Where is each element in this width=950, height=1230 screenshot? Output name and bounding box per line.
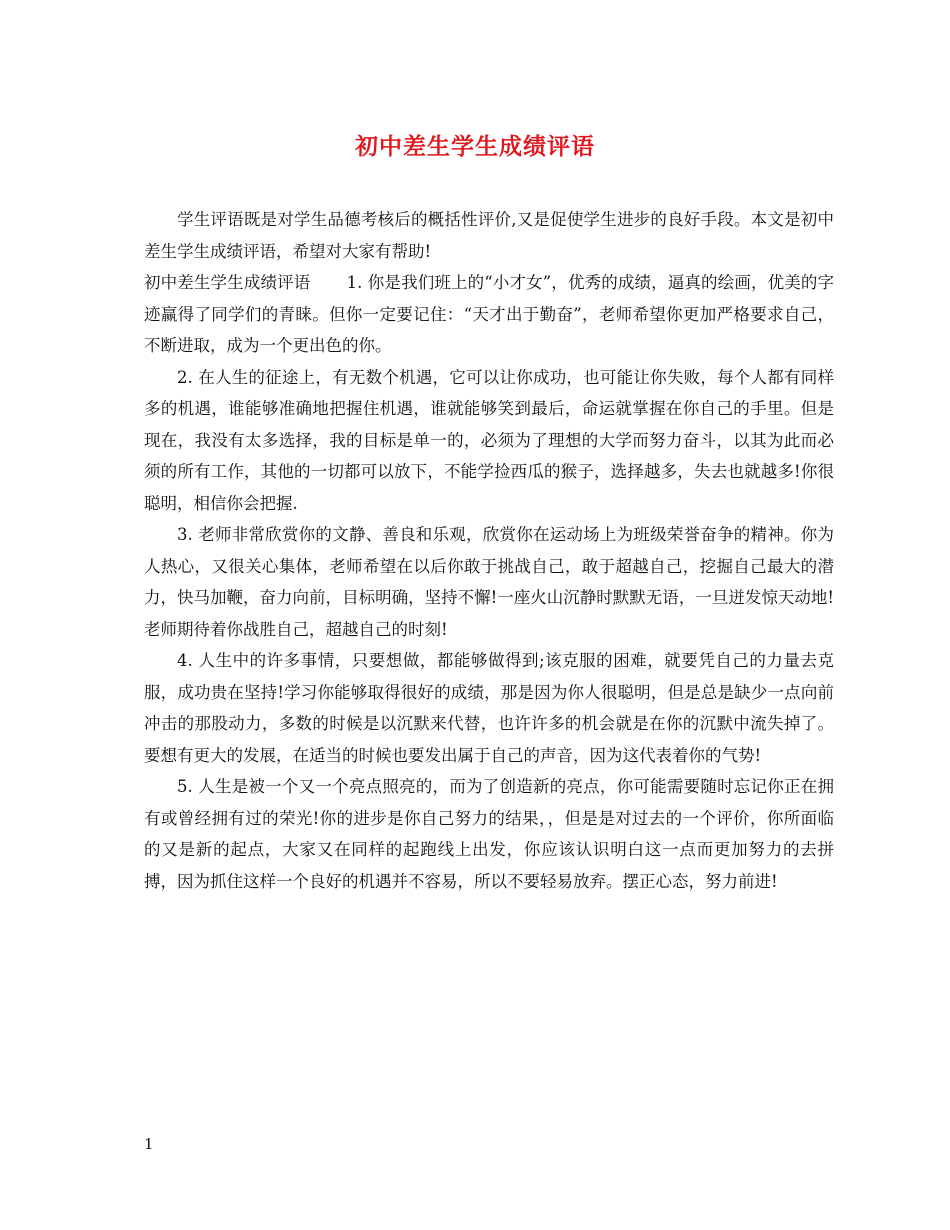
document-title: 初中差生学生成绩评语 (355, 133, 595, 160)
intro-paragraph: 学生评语既是对学生品德考核后的概括性评价,又是促使学生进步的良好手段。本文是初中差生学生成绩评语，希望对大家有帮助! (144, 210, 834, 261)
document-body (144, 204, 834, 897)
comment-item-1 (144, 267, 834, 362)
comment-item-5: 5. 人生是被一个又一个亮点照亮的，而为了创造新的亮点，你可能需要随时忘记你正在拥有或曾经拥有过的荣光!你的进步是你自己努力的结果，，但是是对过去的一个评价，你所面临的又是新的起点，大家又在同样的起跑线上出发，你应该认识明白这一点而更加努力的去拼搏，因为抓住这样一个良好的机遇并不容易，所以不要轻易放弃。摆正心态，努力前进! (144, 777, 834, 891)
comment-item-2: 2. 在人生的征途上，有无数个机遇，它可以让你成功，也可能让你失败，每个人都有同样多的机遇，谁能够准确地把握住机遇，谁就能够笑到最后，命运就掌握在你自己的手里。但是现在，我没有太多选择，我的目标是单一的，必须为了理想的大学而努力奋斗，以其为此而必须的所有工作，其他的一切都可以放下，不能学捡西瓜的猴子，选择越多，失去也就越多!你很聪明，相信你会把握. (144, 367, 834, 513)
comment-item-3: 3. 老师非常欣赏你的文静、善良和乐观，欣赏你在运动场上为班级荣誉奋争的精神。你为人热心，又很关心集体，老师希望在以后你敢于挑战自己，敢于超越自己，挖掘自己最大的潜力，快马加鞭，奋力向前，目标明确，坚持不懈!一座火山沉静时默默无语，一旦迸发惊天动地!老师期待着你战胜自己，超越自己的时刻! (144, 525, 834, 639)
comment-item-1-text: 1. 你是我们班上的“小才女”，优秀的成绩，逼真的绘画，优美的字迹赢得了同学们的青睐。但你一定要记住：“天才出于勤奋”，老师希望你更加严格要求自己，不断进取，成为一个更出色的你。 (144, 273, 835, 355)
page-number: 1 (144, 1135, 154, 1153)
section-label: 初中差生学生成绩评语 (144, 273, 311, 292)
comment-item-4: 4. 人生中的许多事情，只要想做，都能够做得到;该克服的困难，就要凭自己的力量去克服，成功贵在坚持!学习你能够取得很好的成绩，那是因为你人很聪明，但是总是缺少一点向前冲击的那股动力，多数的时候是以沉默来代替，也许许多的机会就是在你的沉默中流失掉了。要想有更大的发展，在适当的时候也要发出属于自己的声音，因为这代表着你的气势! (144, 651, 834, 765)
